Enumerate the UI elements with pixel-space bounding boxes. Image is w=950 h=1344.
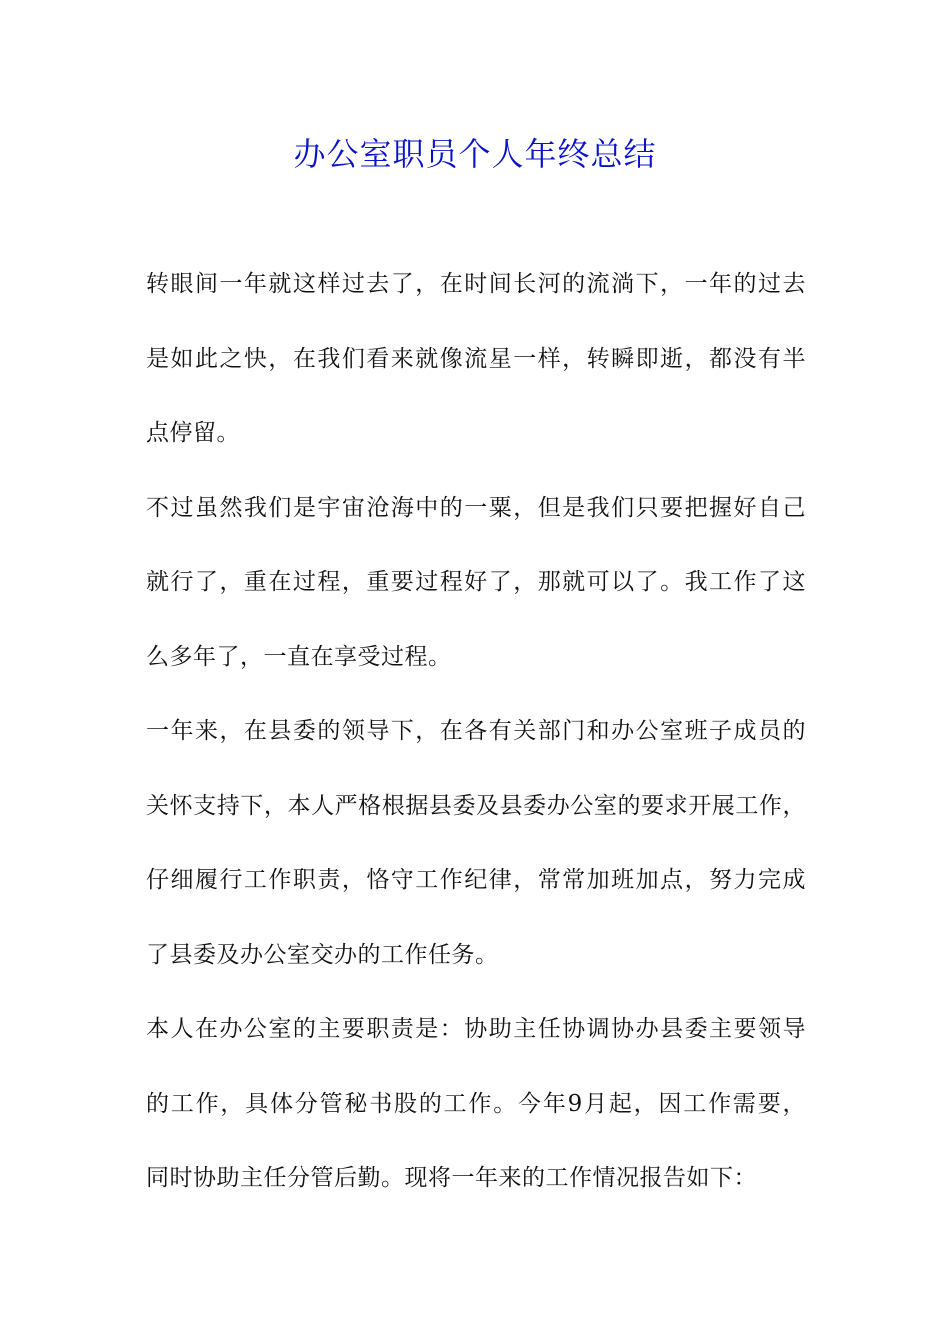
paragraph [146,709,806,1007]
text-line: 仔细履行工作职责，恪守工作纪律，常常加班加点，努力完成 [146,867,806,893]
paragraph [146,262,806,486]
document-body [146,262,806,1231]
text-line: 不过虽然我们是宇宙沧海中的一粟，但是我们只要把握好自己 [146,494,806,521]
text-line: 转眼间一年就这样过去了，在时间长河的流淌下，一年的过去 [146,271,806,297]
document-title: 办公室职员个人年终总结 [293,135,657,173]
text-line: 么多年了，一直在享受过程。 [146,643,452,670]
text-line: 的工作，具体分管秘书股的工作。今年9月起，因工作需要， [146,1090,806,1117]
text-line: 同时协助主任分管后勤。现将一年来的工作情况报告如下： [146,1165,757,1191]
text-line: 关怀支持下，本人严格根据县委及县委办公室的要求开展工作， [146,792,806,819]
text-line: 就行了，重在过程，重要过程好了，那就可以了。我工作了这 [146,569,806,595]
text-line: 一年来，在县委的领导下，在各有关部门和办公室班子成员的 [146,718,806,744]
text-line: 是如此之快，在我们看来就像流星一样，转瞬即逝，都没有半 [146,345,806,372]
paragraph [146,1007,806,1231]
text-line: 本人在办公室的主要职责是：协助主任协调协办县委主要领导 [146,1016,806,1042]
text-line: 点停留。 [146,420,240,446]
paragraph [146,486,806,710]
text-line: 了县委及办公室交办的工作任务。 [146,941,499,968]
